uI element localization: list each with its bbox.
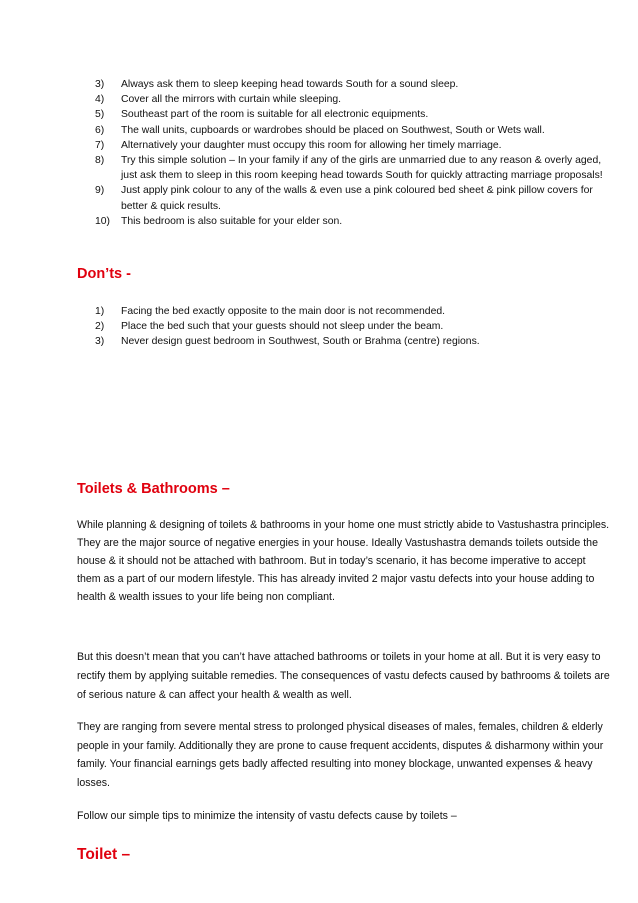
list-item-text: The wall units, cupboards or wardrobes should be placed on Southwest, South or Wets wall. xyxy=(121,124,545,136)
paragraph: They are ranging from severe mental stress to prolonged physical diseases of males, females, children & elderly people in your family. Additionally they are prone to cause frequent accidents, disputes & disharmony within your family. Your financial earnings gets badly affected resulting into money blockage, unwanted expenses & heavy losses. xyxy=(77,721,604,789)
list-item-number: 3) xyxy=(95,79,105,90)
list-item xyxy=(82,334,612,349)
list-item-text: Cover all the mirrors with curtain while sleeping. xyxy=(121,94,342,106)
list-item-number: 5) xyxy=(95,109,105,121)
paragraph: While planning & designing of toilets & bathrooms in your home one must strictly abide to Vastushastra principles. They are the major source of negative energies in your house. Ideally Vastushastra demands toilets outside the house & it should not be attached with bathroom. But in today’s scenario, it has become imperative to accept them as a part of our modern lifestyle. This has already invited 2 major vastu defects into your house adding to health & wealth issues to your life being non compliant. xyxy=(77,519,610,603)
list-item xyxy=(82,304,612,319)
toilet-heading: Toilet – xyxy=(77,846,131,863)
list-item xyxy=(82,92,612,107)
paragraph: But this doesn’t mean that you can’t have attached bathrooms or toilets in your home at all. But it is very easy to rectify them by applying suitable remedies. The consequences of vastu defects caused by bathrooms & toilets are of serious nature & can affect your health & wealth as well. xyxy=(77,651,610,701)
list-item-number: 1) xyxy=(95,306,105,317)
list-item xyxy=(82,107,612,122)
list-item-number: 7) xyxy=(95,139,105,151)
list-item-number: 4) xyxy=(95,94,105,106)
donts-list xyxy=(82,304,612,350)
list-item-text: Facing the bed exactly opposite to the main door is not recommended. xyxy=(121,306,446,317)
list-item-text: Southeast part of the room is suitable for all electronic equipments. xyxy=(121,109,429,121)
list-item-text: Always ask them to sleep keeping head towards South for a sound sleep. xyxy=(121,79,459,90)
list-item-text: Try this simple solution – In your family if any of the girls are unmarried due to any reason & overly aged, just ask them to sleep in this room keeping head towards South for quickly attracting marriage proposals! xyxy=(121,155,603,182)
bedroom-tips-list xyxy=(82,77,612,229)
list-item-text: Place the bed such that your guests should not sleep under the beam. xyxy=(121,321,444,333)
list-item xyxy=(82,138,612,153)
list-item-number: 9) xyxy=(95,185,105,197)
list-item-number: 8) xyxy=(95,155,105,167)
list-item xyxy=(82,123,612,138)
list-item-text: Just apply pink colour to any of the walls & even use a pink coloured bed sheet & pink pillow covers for better & quick results. xyxy=(121,185,593,212)
donts-heading: Don’ts - xyxy=(77,266,131,282)
list-item xyxy=(82,214,612,229)
list-item-text: This bedroom is also suitable for your elder son. xyxy=(121,215,343,227)
list-item-number: 2) xyxy=(95,321,105,333)
list-item-text: Alternatively your daughter must occupy this room for allowing her timely marriage. xyxy=(121,139,502,151)
list-item xyxy=(82,319,612,334)
paragraph: Follow our simple tips to minimize the intensity of vastu defects cause by toilets – xyxy=(77,810,457,822)
list-item-number: 3) xyxy=(95,336,105,348)
toilets-bathrooms-heading: Toilets & Bathrooms – xyxy=(77,481,230,497)
list-item-number: 6) xyxy=(95,124,105,136)
list-item-number: 10) xyxy=(95,215,111,227)
list-item xyxy=(82,153,612,183)
list-item xyxy=(82,77,612,92)
list-item xyxy=(82,183,612,213)
list-item-text: Never design guest bedroom in Southwest, South or Brahma (centre) regions. xyxy=(121,336,480,348)
